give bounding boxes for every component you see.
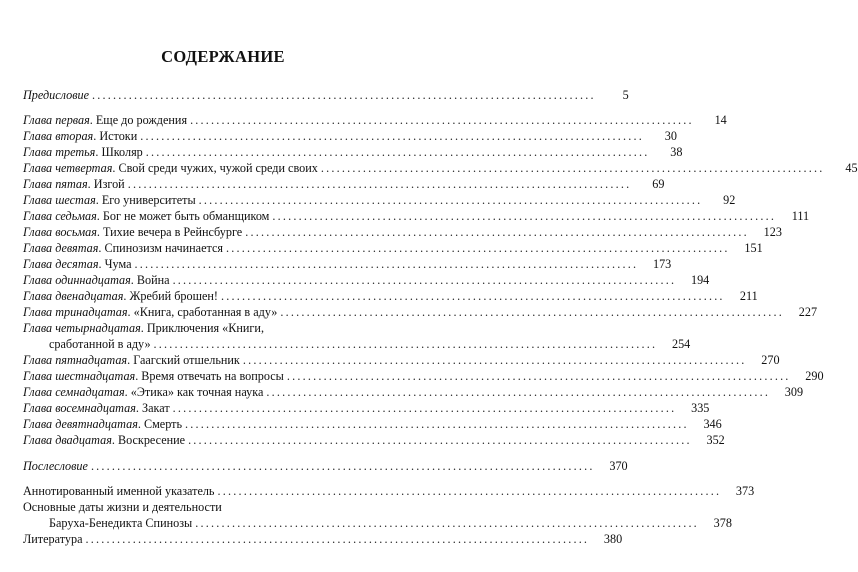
page-number: 378 [713,516,732,530]
toc-row-chapter [23,177,665,192]
toc-row-chapter [23,193,736,208]
dot-leader: ................................................................................................ [134,257,639,271]
page-number: 38 [670,145,683,159]
page-number: 30 [664,129,677,143]
toc-row-afterword [23,459,628,474]
dot-leader: ................................................................................................ [172,401,677,415]
toc-row-preface [23,88,629,103]
toc-label: Глава девятая. Спинозизм начинается [23,241,223,255]
toc-label: Глава двадцатая. Воскресение [23,433,186,447]
page-number: 211 [739,289,758,303]
dot-leader: ................................................................................................ [153,337,658,351]
page-number: 227 [798,305,818,319]
page-number: 373 [735,484,755,498]
page-number: 346 [703,417,722,431]
toc-row-dates-line1 [23,500,414,515]
toc-label: Глава тринадцатая. «Книга, сработанная в аду» [23,305,278,319]
dot-leader: ................................................................................................ [242,353,747,367]
toc-label: Глава пятнадцатая. Гаагский отшельник [23,353,240,367]
toc-label: Глава десятая. Чума [23,257,132,271]
page-number: 194 [690,273,710,287]
toc-row-chapter [23,369,824,384]
toc-row-chapter [23,353,780,368]
toc-label: Основные даты жизни и деятельности [23,500,222,514]
page-number: 309 [784,385,804,399]
toc-label: Аннотированный именной указатель [23,484,215,498]
toc-label-continued: Баруха-Бенедикта Спинозы [49,516,193,530]
toc-row-dates-line2 [23,516,732,531]
toc-row-chapter [23,417,722,432]
page-number: 290 [805,369,824,383]
toc-label: Глава вторая. Истоки [23,129,138,143]
toc-row-chapter [23,145,683,160]
toc-label: Послесловие [23,459,88,473]
toc-label: Глава шестая. Его университеты [23,193,196,207]
toc-label: Литература [23,532,83,546]
page-number: 254 [671,337,691,351]
toc-row-chapter [23,401,710,416]
dot-leader: ................................................................................................ [190,113,694,127]
dot-leader: ................................................................................................ [280,305,785,319]
toc-row-chapter [23,225,782,240]
toc-row-chapter [23,289,758,304]
page-number: 270 [761,353,780,367]
page-number: 370 [609,459,628,473]
dot-leader: ................................................................................................ [85,532,590,546]
dot-leader: ................................................................................................ [286,369,791,383]
dot-leader: ................................................................................................ [217,484,722,498]
page-number: 14 [714,113,727,127]
dot-leader: ................................................................................................ [172,273,677,287]
toc-label: Глава восемнадцатая. Закат [23,401,170,415]
toc-row-chapter [23,129,677,144]
dot-leader: ................................................................................................ [92,88,596,102]
dot-leader: ................................................................................................ [198,193,703,207]
dot-leader: ................................................................................................ [90,459,595,473]
dot-leader: ................................................................................................ [225,241,730,255]
toc-row-chapter [23,433,725,448]
page-number: 92 [723,193,736,207]
page-number: 151 [744,241,763,255]
dot-leader: ................................................................................................ [220,289,725,303]
toc-row-chapter [23,241,763,256]
toc-row-chapter-line1 [23,321,414,336]
dot-leader: ................................................................................................ [188,433,692,447]
toc-row-chapter [23,273,710,288]
toc-label: Глава семнадцатая. «Этика» как точная наука [23,385,264,399]
toc-label: Предисловие [23,88,90,102]
toc-label: Глава шестнадцатая. Время отвечать на вопросы [23,369,284,383]
toc-row-index [23,484,755,499]
toc-label: Глава девятнадцатая. Смерть [23,417,183,431]
toc-row-chapter [23,161,858,176]
page-number: 352 [706,433,725,447]
dot-leader: ................................................................................................ [127,177,632,191]
dot-leader: ................................................................................................ [272,209,777,223]
toc-label: Глава третья. Школяр [23,145,143,159]
toc-label: Глава одиннадцатая. Война [23,273,170,287]
page-title: СОДЕРЖАНИЕ [161,47,285,66]
page-number: 380 [603,532,623,546]
dot-leader: ................................................................................................ [266,385,771,399]
toc-label: Глава четырнадцатая. Приключения «Книги, [23,321,264,335]
page-number: 123 [763,225,782,239]
toc-row-chapter [23,257,672,272]
page-number: 173 [652,257,672,271]
toc-row-chapter [23,113,727,128]
page-number: 45 [845,161,858,175]
toc-row-literature [23,532,623,547]
page-number: 5 [622,88,629,102]
dot-leader: ................................................................................................ [245,225,749,239]
toc-row-chapter [23,209,810,224]
dot-leader: ................................................................................................ [195,516,699,530]
dot-leader: ................................................................................................ [320,161,825,175]
toc-label-continued: сработанной в аду» [49,337,151,351]
dot-leader: ................................................................................................ [185,417,689,431]
toc-row-chapter-line2 [23,337,691,352]
dot-leader: ................................................................................................ [145,145,650,159]
page-number: 335 [691,401,710,415]
toc-label: Глава двенадцатая. Жребий брошен! [23,289,218,303]
toc-row-chapter [23,305,818,320]
toc-label: Глава восьмая. Тихие вечера в Рейнсбурге [23,225,243,239]
dot-leader: ................................................................................................ [140,129,644,143]
page-number: 111 [791,209,810,223]
page-number: 69 [652,177,665,191]
toc-row-chapter [23,385,804,400]
toc-label: Глава четвертая. Свой среди чужих, чужой среди своих [23,161,318,175]
toc-label: Глава пятая. Изгой [23,177,125,191]
toc-label: Глава первая. Еще до рождения [23,113,188,127]
toc-label: Глава седьмая. Бог не может быть обманщиком [23,209,270,223]
